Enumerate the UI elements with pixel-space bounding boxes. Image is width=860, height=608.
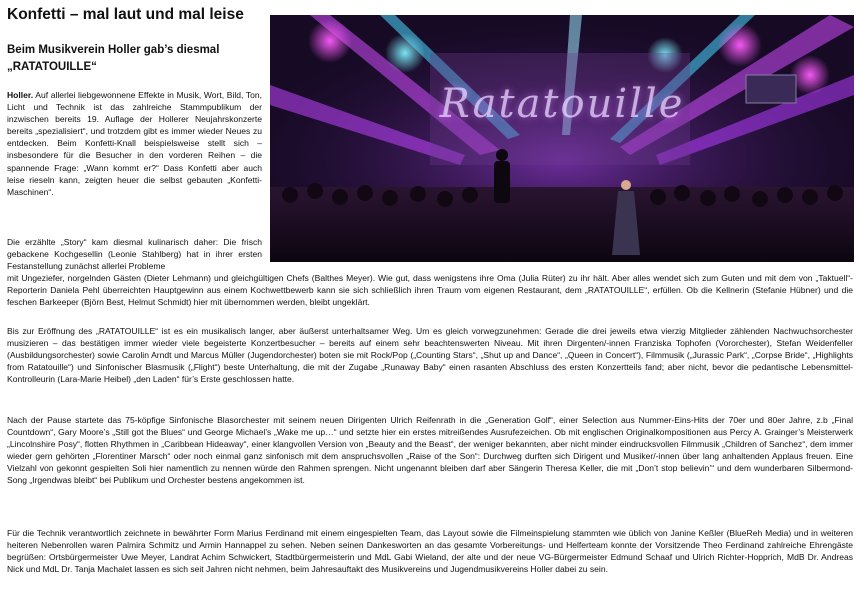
concert-stage-illustration [270,15,854,262]
intro-paragraph [7,89,262,198]
intro-text: Auf allerlei liebgewonnene Effekte in Musik, Wort, Bild, Ton, Licht und Technik ist das zahlreiche Stammpublikum der inzwischen bereits 19. Auflage der Hollerer Neujahrskonzerte bereits „spezialisiert“, und trotzdem gibt es immer wieder Neues zu entdecken. Beim Konfetti-Knall beispielsweise stellt sich – insbesondere für die Besucher in den vorderen Reihen – die spannende Frage: „Wann kommt er?“ Dass Konfetti aber auch leise rieseln kann, zeigten heuer die selbst gebauten „Konfetti-Maschinen“. [7,90,262,197]
stage-screen-title: Ratatouille [439,81,685,127]
credits-paragraph: Für die Technik verantwortlich zeichnete in bewährter Form Marius Ferdinand mit einem eingespielten Team, das Layout sowie die Filmeinspielung stammten wie üblich von Janine Keßler (BlueReh Media) und in weiteren heiteren Nebenrollen waren Palmira Schmitz und Armin Hannappel zu sehen. Neben seinen Dankesworten an das gesamte Vorbereitungs- und Helferteam konnte der Vorsitzende Theo Ferdinand zahlreiche Ehrengäste begrüßen: Ortsbürgermeister Uwe Meyer, Landrat Achim Schwickert, Stadtbürgermeisterin und MdL Gabi Wieland, der alte und der neue VG-Bürgermeister Edmund Schaaf und Ulrich Richter-Hopprich, MdB Dr. Andreas Nick und MdL Dr. Tanja Machalet lassen es sich seit Jahren nicht nehmen, beim Jahresauftakt des Musikvereins und Jugendmusikvereins Holler dabei zu sein. [7,528,853,575]
subtitle-line-1: Beim Musikverein Holler gab’s diesmal [7,44,220,56]
concert-photo [270,15,854,262]
symphonic-orchestra-paragraph: Nach der Pause startete das 75-köpfige Sinfonische Blasorchester mit seinem neuen Dirigenten Ulrich Reifenrath in die „Generation Golf“, einer Selection aus Nummer-Eins-Hits der 70er und 80er Jahre, z.b „Final Countdown“, Gary Moore’s „Still got the Blues“ und George Michael’s „Wake me up…“ und setzte hier ein erstes mitreißendes Ausrufezeichen. Ob mit englischen Originalkompositionen aus Percy A. Grainger’s Meisterwerk „Lincolnshire Posy“, flotten Rhythmen in „Caribbean Hideaway“, einer klangvollen Version von „Beauty and the Beast“, der weniger bekannten, aber nicht minder eindrucksvollen Filmmusik „Children of Sanchez“, dem immer wieder gern gehörten „Florentiner Marsch“ oder noch einmal ganz sinfonisch mit dem anspruchsvollen „Raise of the Son“: Durchweg durften sich Dirigent und Musiker/-innen über lang anhaltenden Applaus freuen. Eine Vielzahl von gekonnt gespielten Soli hier namentlich zu nennen würde den Rahmen sprengen. Nicht ungenannt bleiben darf aber Sängerin Theresa Keller, die mit „Don’t stop believin’“ und dem wunderbaren Silbermond-Song „Irgendwas bleibt“ bei Publikum und Orchester bestens angekommen ist. [7,415,853,486]
story-paragraph-start: Die erzählte „Story“ kam diesmal kulinarisch daher: Die frisch gebackene Kochgesellin (Leonie Stahlberg) hat in ihrer ersten Festanstellung zunächst allerlei Probleme [7,237,262,272]
story-paragraph-continued: mit Ungeziefer, norgelnden Gästen (Dieter Lehmann) und gleichgültigen Chefs (Balthes Meyer). Wie gut, dass wenigstens ihre Oma (Julia Rüter) zu ihr hält. Aber alles wendet sich zum Guten und mit dem von „Taktuell“-Reporterin Daniela Pehl überreichten Hauptgewinn aus einem Kochwettbewerb kann sie sich schließlich ihren Traum vom eigenen Restaurant, dem „RATATOUILLE“, erfüllen. Ob die Kellnerin (Stefanie Hübner) und die feschen Barkeeper (Björn Best, Helmut Schmidt) hier mit übernommen werden, bleibt ungeklärt. [7,273,853,308]
conductor-figure [494,149,510,203]
youth-orchestras-paragraph: Bis zur Eröffnung des „RATATOUILLE“ ist es ein musikalisch langer, aber äußerst unterhaltsamer Weg. Um es gleich vorwegzunehmen: Gerade die drei jeweils etwa vierzig Mitglieder zählenden Nachwuchsorchester musizieren – das bestätigen immer wieder viele begeisterte Konzertbesucher – bereits auf einem sehr beachtenswerten Niveau. Mit ihren Dirgenten/-innen Franziska Tophofen (Vororchester), Stefan Weidenfeller (Ausbildungsorchester) sowie Carolin Arndt und Marcus Müller (Jugendorchester) boten sie mit Rock/Pop („Counting Stars“, „Shut up and Dance“, „Queen in Concert“), Filmmusik („Jurassic Park“, „Corpse Bride“, „Highlights from Ratatouille“) und Sinfonischer Blasmusik („Flight“) beste Unterhaltung, die mit der Zugabe „Runaway Baby“ einen rasanten Abschluss des ersten Konzertteils fand; aber nicht, bevor die pedantische Lebensmittel-Kontrolleurin (Lara-Marie Heibel) „den Laden“ für’s Erste geschlossen hatte. [7,326,853,385]
lead-place: Holler. [7,90,34,100]
article-subtitle [7,42,262,76]
article-title: Konfetti – mal laut und mal leise [7,6,244,23]
subtitle-line-2: „RATATOUILLE“ [7,61,97,73]
